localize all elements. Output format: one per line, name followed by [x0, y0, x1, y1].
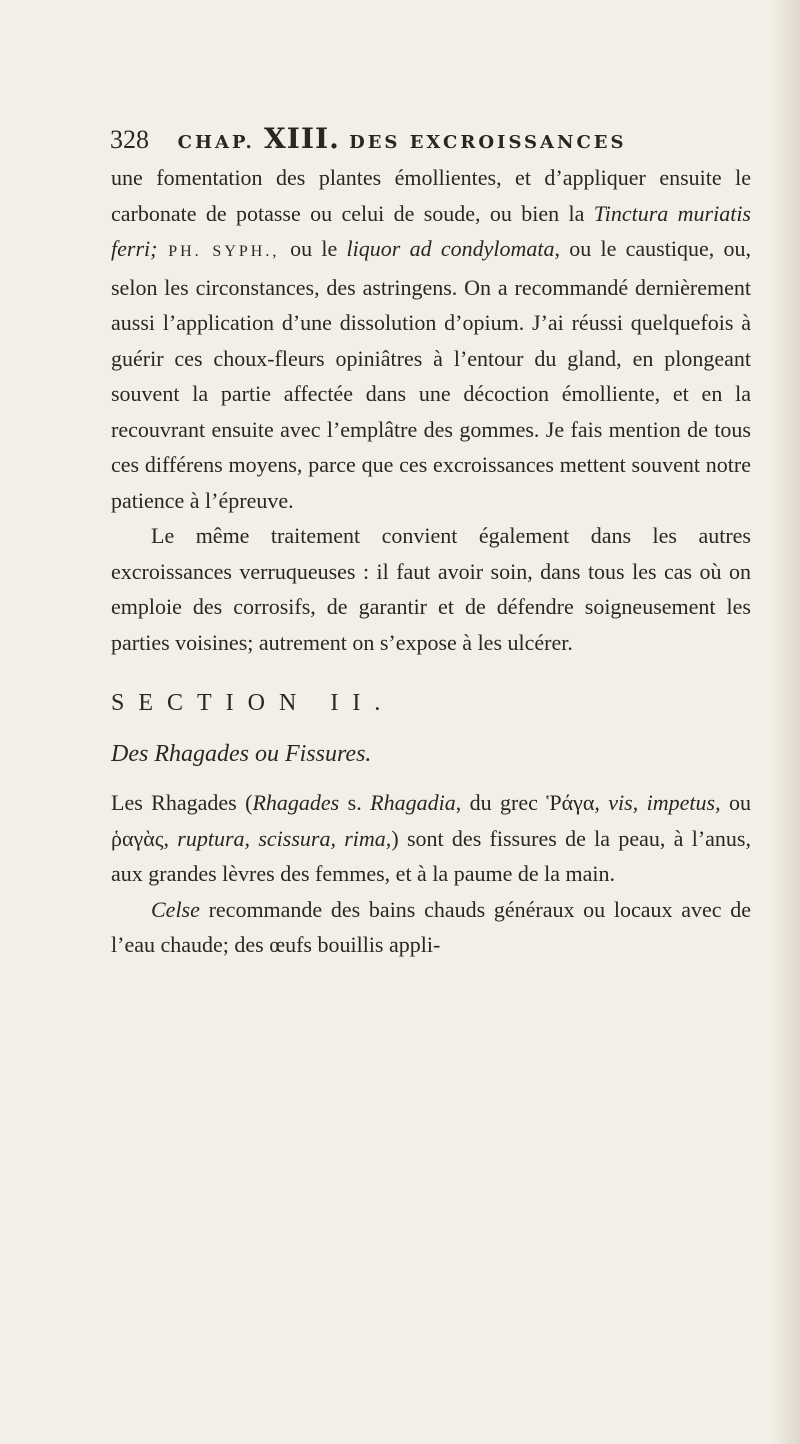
section-title: SECTION II.	[111, 690, 395, 716]
running-header	[110, 119, 750, 159]
paragraph-3: Les Rhagades (Rhagades s. Rhagadia, du grec Ῥάγα, vis, impetus, ou ῥαγὰς, ruptura, scissura, rima,) sont des fissures de la peau, à l’anus, aux grandes lèvres des femmes, et à la paume de la main.	[111, 790, 752, 886]
greek-term-2: ῥαγὰς	[111, 825, 164, 851]
page-body	[111, 160, 751, 963]
paragraph-2: Le même traitement convient également dans les autres excroissances verruqueuses : il faut avoir soin, dans tous les cas où on emploie des corrosifs, de garantir et de défendre soigneusement les parties voisines; autrement on s’expose à les ulcérer.	[111, 523, 751, 655]
page-edge-shadow	[770, 0, 800, 1444]
section-subtitle: Des Rhagades ou Fissures.	[111, 741, 372, 767]
chapter-title: DES EXCROISSANCES	[349, 132, 627, 153]
pharmacopoeia-abbrev: PH. SYPH.,	[157, 243, 291, 260]
latin-term-liquor: liquor ad condylomata	[346, 236, 555, 261]
chapter-number: XIII.	[264, 122, 340, 155]
running-head	[178, 119, 627, 163]
greek-term-1: Ῥάγα	[546, 790, 595, 815]
chapter-label: CHAP.	[177, 132, 255, 153]
page-number: 328	[110, 125, 149, 154]
paragraph-1: une fomentation des plantes émollientes, et d’appliquer ensuite le carbonate de potasse ou celui de soude, ou bien la Tinctura muriatis ferri; PH. SYPH., ou le liquor ad condylomata, ou le caustique, ou, selon les circonstances, des astringens. On a recommandé dernièrement aussi l’application d’une dissolution d’opium. J’ai réussi quelquefois à guérir ces choux-fleurs opiniâtres à l’entour du gland, en plongeant souvent la partie affectée dans une décoction émolliente, et en la recouvrant ensuite avec l’emplâtre des gommes. Je fais mention de tous ces différens moyens, parce que ces excroissances mettent souvent notre patience à l’épreuve.	[111, 165, 751, 513]
latin-term-tinctura: Tinctura muriatis ferri;	[111, 200, 751, 261]
paragraph-4: Celse recommande des bains chauds généraux ou locaux avec de l’eau chaude; des œufs bouillis appli-	[111, 896, 751, 957]
author-celse: Celse	[151, 896, 200, 922]
